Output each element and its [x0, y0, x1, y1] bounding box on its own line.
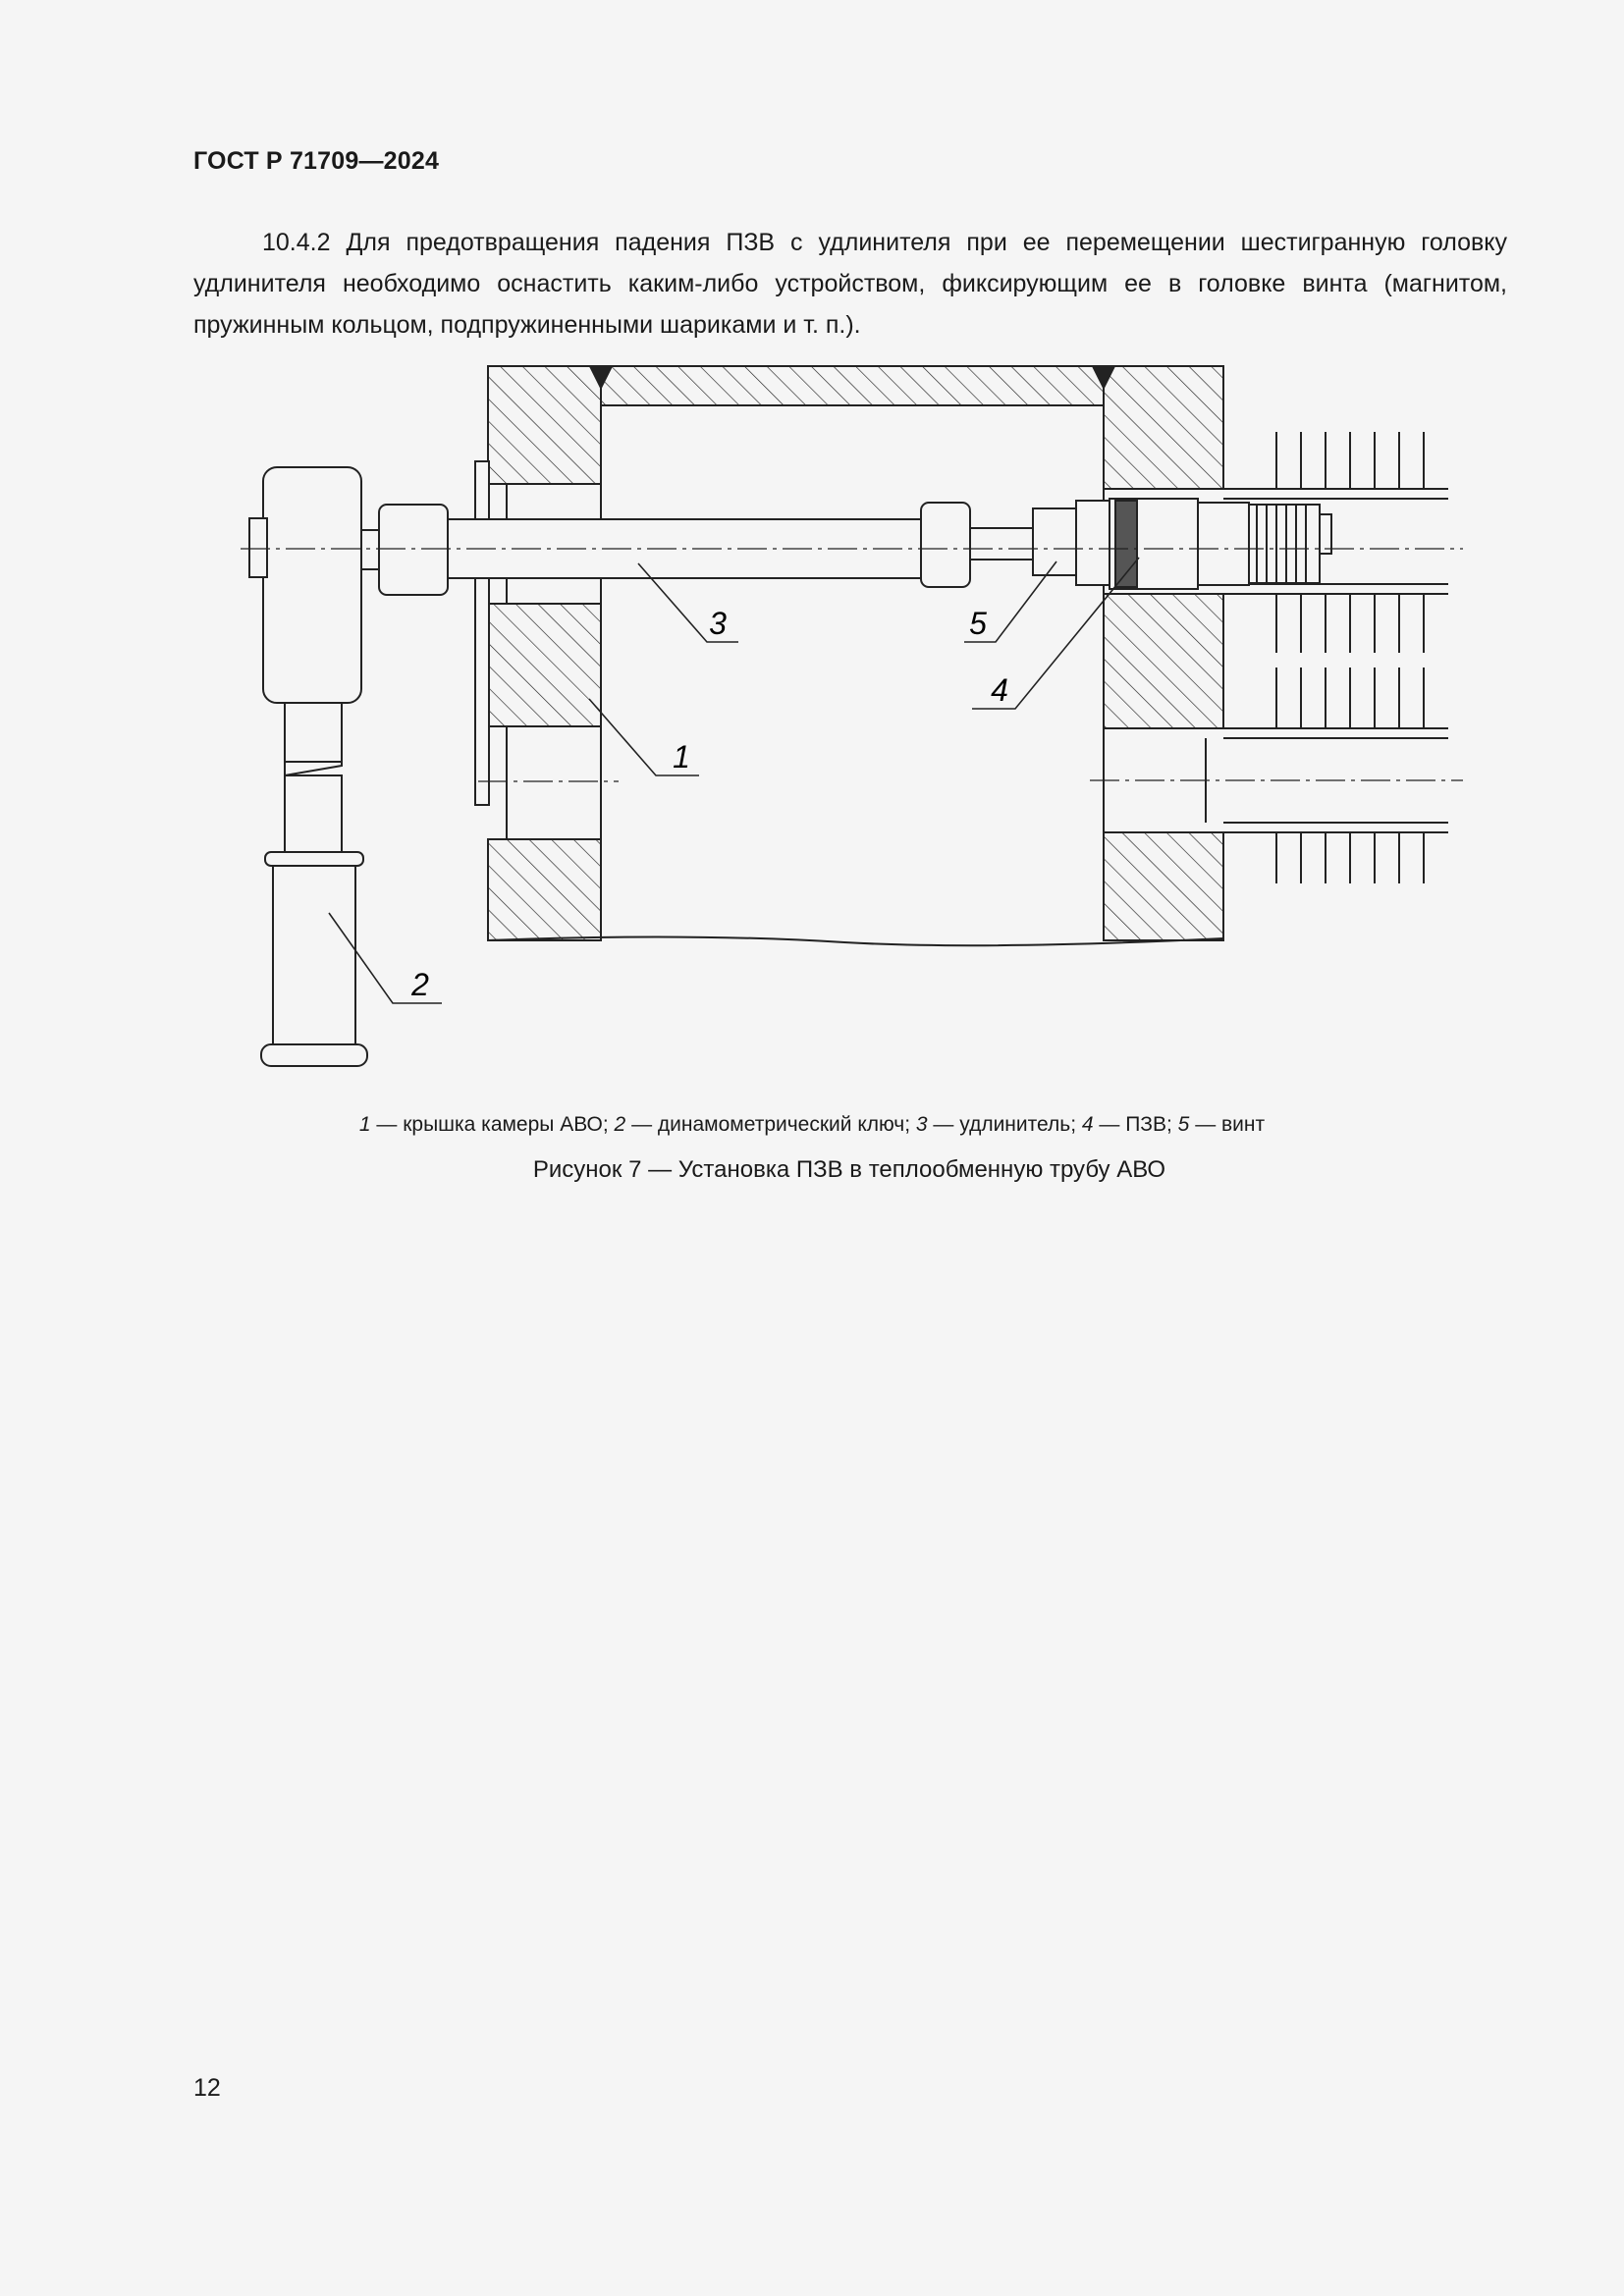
legend-number: 4	[1081, 1113, 1094, 1136]
callout-1: 1	[673, 739, 690, 774]
legend-text: — крышка камеры АВО;	[370, 1113, 615, 1136]
legend-number: 2	[614, 1113, 626, 1136]
paragraph-10-4-2: 10.4.2 Для предотвращения падения ПЗВ с удлинителя при ее перемещении шестигранную головку удлинителя необходимо оснастить каким-либо устройством, фиксирующим ее в головке винта (магнитом, пружинным кольцом, подпружиненными шариками и т. п.).	[193, 229, 1507, 339]
screw	[1033, 501, 1110, 585]
chamber-cover	[475, 366, 1223, 945]
legend-text: — ПЗВ;	[1093, 1113, 1178, 1136]
legend-number: 1	[358, 1113, 371, 1136]
legend-text: — винт	[1189, 1113, 1266, 1136]
technical-drawing	[0, 0, 1624, 1099]
figure-caption: Рисунок 7 — Установка ПЗВ в теплообменную трубу АВО	[532, 1156, 1166, 1183]
callout-3: 3	[709, 606, 727, 641]
page-number: 12	[193, 2074, 221, 2102]
torque-wrench	[249, 467, 367, 1066]
legend-text: — удлинитель;	[927, 1113, 1082, 1136]
callout-5: 5	[969, 606, 987, 641]
legend-text: — динамометрический ключ;	[625, 1113, 916, 1136]
figure-legend	[0, 1113, 1624, 1137]
plug-pzv	[1110, 499, 1331, 589]
leader-lines	[329, 558, 1139, 1003]
callout-2: 2	[411, 967, 429, 1002]
legend-number: 3	[915, 1113, 928, 1136]
legend-number: 5	[1177, 1113, 1190, 1136]
document-header: ГОСТ Р 71709—2024	[193, 147, 440, 175]
callout-4: 4	[991, 672, 1008, 708]
